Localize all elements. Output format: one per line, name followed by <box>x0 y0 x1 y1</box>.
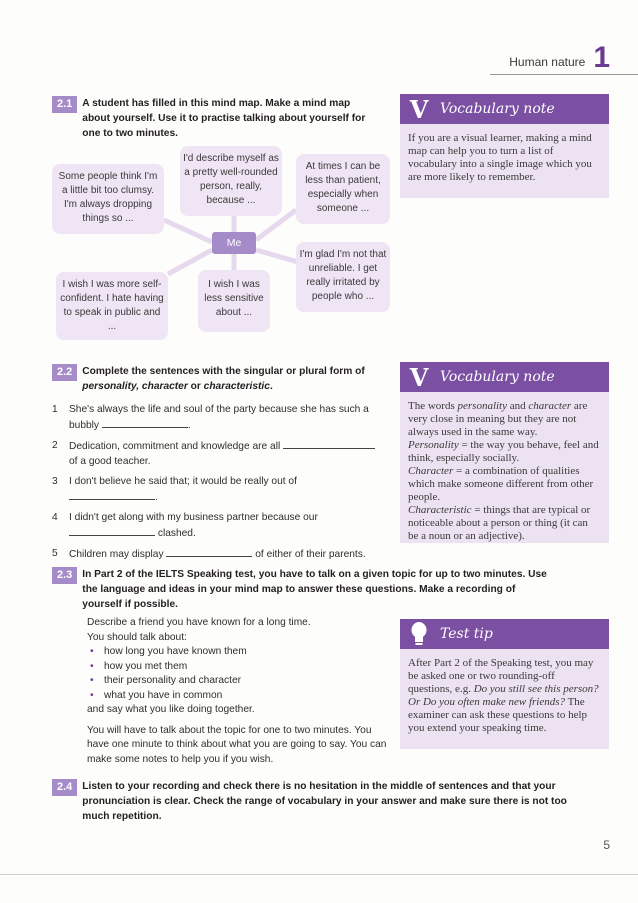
sentence-text: Children may display <box>69 549 164 560</box>
lightbulb-icon <box>406 621 432 647</box>
vocabulary-note-box <box>400 362 609 543</box>
card-rules: You will have to talk about the topic for one to two minutes. You have one minute to think about what you are going to say. You can make some notes to help you if you wish. <box>87 724 387 765</box>
vocabulary-note-text: The words personality and character are very close in meaning but they are not always used in the same way. Personality = the way you behave, feel and think, especially socially. Character = a combination of qualities which make someone different from other people. Characteristic = things that are typical or noticeable about a person or thing (it can be a noun or an adjective). <box>408 400 599 542</box>
chapter-title: Human nature <box>509 55 586 69</box>
talk-point: • what you have in common <box>87 689 397 704</box>
sentence-number: 5 <box>52 548 58 559</box>
vocabulary-note-text: If you are a visual learner, making a mind map can help you to turn a list of vocabulary into a single image which you are more likely to remember. <box>408 132 592 183</box>
vocabulary-note-header <box>400 362 609 392</box>
task-instruction: A student has filled in this mind map. Make a mind map about yourself. Use it to practise talking about yourself for one to two minutes. <box>82 98 366 139</box>
task-badge: 2.4 <box>52 779 77 796</box>
sentence-text: I don't believe he said that; it would be really out of <box>69 476 297 487</box>
task-2-4 <box>52 779 592 824</box>
mind-map-bubble: At times I can be less than patient, especially when someone ... <box>296 154 390 224</box>
mind-map <box>52 146 392 346</box>
answer-blank[interactable] <box>166 547 252 557</box>
instruction-text: Complete the sentences with the singular or plural form of <box>82 366 365 377</box>
talk-points-list <box>87 645 397 703</box>
instruction-text: or <box>187 381 204 392</box>
answer-blank[interactable] <box>69 490 155 500</box>
mind-map-bubble: I wish I was less sensitive about ... <box>198 270 270 332</box>
page-number: 5 <box>603 838 610 852</box>
vocabulary-note-title: Vocabulary note <box>440 101 555 117</box>
task-2-2 <box>52 364 382 394</box>
sentence-item <box>52 475 382 505</box>
mind-map-bubble: Some people think I'm a little bit too clumsy. I'm always dropping things so ... <box>52 164 164 234</box>
sentence-number: 3 <box>52 476 58 487</box>
answer-blank[interactable] <box>102 418 188 428</box>
test-tip-title: Test tip <box>440 626 493 642</box>
sentence-text: She's always the life and soul of the party because she has such a bubbly <box>69 404 369 431</box>
sentence-text: of either of their parents. <box>255 549 366 560</box>
mind-map-bubble: I wish I was more self-confident. I hate having to speak in public and ... <box>56 272 168 340</box>
vocabulary-note-header <box>400 94 609 124</box>
talk-point: • how you met them <box>87 660 397 675</box>
sentence-text: . <box>187 419 191 431</box>
task-instruction: Listen to your recording and check there is no hesitation in the middle of sentences and that your pronunciation is clear. Check the range of vocabulary in your answer and make sure there is not too much repetition. <box>82 781 567 822</box>
mind-map-bubble: I'd describe myself as a pretty well-rounded person, really, because ... <box>180 146 282 216</box>
card-end: and say what you like doing together. <box>87 704 255 715</box>
sentence-number: 4 <box>52 512 58 523</box>
task-badge: 2.1 <box>52 96 77 113</box>
task-2-1 <box>52 96 382 141</box>
sentence-item <box>52 439 382 469</box>
sentence-number: 2 <box>52 440 58 451</box>
test-tip-text: After Part 2 of the Speaking test, you may be asked one or two rounding-off questions, e.g. Do you still see this person? Or Do you often make new friends? The examiner can ask these questions to help you extend your speaking time. <box>408 657 599 734</box>
mind-map-center: Me <box>212 232 256 254</box>
vocabulary-note-title: Vocabulary note <box>440 369 555 385</box>
task-badge: 2.2 <box>52 364 77 381</box>
instruction-keywords: personality, character <box>82 381 188 392</box>
answer-blank[interactable] <box>283 439 375 449</box>
sentence-item <box>52 403 382 433</box>
instruction-text: . <box>269 381 273 392</box>
chapter-number: 1 <box>593 41 610 74</box>
vocabulary-v-icon: V <box>409 362 429 392</box>
answer-blank[interactable] <box>69 526 155 536</box>
task-instruction: In Part 2 of the IELTS Speaking test, you have to talk on a given topic for up to two minutes. Use the language and ideas in your mind map to answer these questions. Make a recording of yourself if possible. <box>82 569 547 610</box>
test-tip-box <box>400 619 609 749</box>
sentence-item <box>52 547 382 563</box>
task-2-3 <box>52 567 572 612</box>
bottom-rule <box>0 874 638 875</box>
page-header <box>509 41 610 74</box>
sentence-list <box>52 403 382 569</box>
instruction-keyword: characteristic <box>203 381 270 392</box>
sentence-text: Dedication, commitment and knowledge are all <box>69 441 281 452</box>
sentence-item <box>52 511 382 541</box>
vocabulary-note-box <box>400 94 609 198</box>
header-rule <box>490 74 638 75</box>
sentence-text: clashed. <box>157 527 196 539</box>
card-intro: Describe a friend you have known for a long time. <box>87 617 311 628</box>
vocabulary-v-icon: V <box>409 94 429 124</box>
sentence-text: of a good teacher. <box>69 455 151 467</box>
task-badge: 2.3 <box>52 567 77 584</box>
task-instruction <box>82 364 372 394</box>
sentence-number: 1 <box>52 404 58 415</box>
card-talk-about: You should talk about: <box>87 631 187 643</box>
sentence-text: I didn't get along with my business partner because our <box>69 512 318 523</box>
mind-map-bubble: I'm glad I'm not that unreliable. I get really irritated by people who ... <box>296 242 390 312</box>
speaking-task-card <box>87 616 397 767</box>
test-tip-header <box>400 619 609 649</box>
talk-point: • how long you have known them <box>87 645 397 660</box>
sentence-text: . <box>155 491 158 503</box>
talk-point: • their personality and character <box>87 674 397 689</box>
